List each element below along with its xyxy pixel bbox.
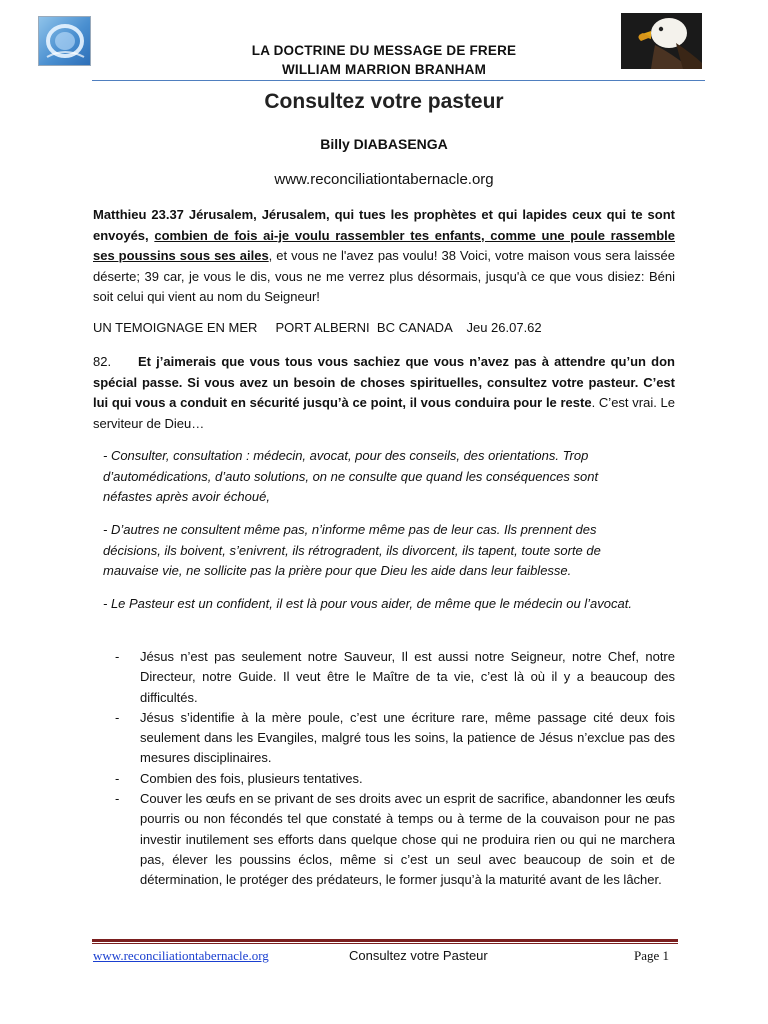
footer-divider-thin bbox=[92, 943, 678, 944]
paragraph-number: 82. bbox=[93, 354, 112, 369]
verse-underlined: combien de fois ai-je voulu rassembler tes enfants, comme une poule rassemble ses poussins sous ses ailes bbox=[93, 227, 675, 263]
header-title-line1: LA DOCTRINE DU MESSAGE DE FRERE bbox=[251, 43, 517, 58]
website-url[interactable]: www.reconciliationtabernacle.org bbox=[274, 171, 494, 188]
paragraph-82 bbox=[93, 352, 675, 434]
list-item: - Couver les œufs en se privant de ses droits avec un esprit de sacrifice, abandonner les œufs pourris ou non fécondés tel que constaté à temps ou à terme de la couvaison pour ne pas investir inutilement ses efforts dans quelque chose qui ne produira rien ou qui ne marchera pas, élever les poussins éclos, même si c’est un seul avec beaucoup de soin et de détermination, le protéger des prédateurs, le former jusqu’à la maturité avant de les lâcher. bbox=[111, 789, 675, 890]
bullet-list bbox=[111, 647, 675, 891]
verse-reference: Matthieu 23.37 Jérusalem, Jérusalem, qui tues les prophètes et qui lapides ceux qui te sont envoyés, bbox=[93, 207, 675, 243]
testimony-line: UN TEMOIGNAGE EN MER PORT ALBERNI BC CANADA Jeu 26.07.62 bbox=[93, 320, 542, 335]
footer-title: Consultez votre Pasteur bbox=[349, 948, 488, 963]
list-item: - Jésus n’est pas seulement notre Sauveur, Il est aussi notre Seigneur, notre Chef, notre Directeur, notre Guide. Il veut être le Maître de ta vie, c’est là où il y a beaucoup des difficultés. bbox=[111, 647, 675, 708]
globe-shield-icon bbox=[38, 16, 91, 66]
italic-paragraph: - D’autres ne consultent même pas, n’informe même pas de leur cas. Ils prennent des décisions, ils boivent, s’enivrent, ils rétrogradent, ils divorcent, ils tapent, toute sorte de mauvaise vie, ne sollicite pas la prière pour que Dieu les aide dans leur faiblesse. bbox=[103, 522, 601, 578]
list-item: - Combien des fois, plusieurs tentatives. bbox=[111, 769, 675, 789]
verse-paragraph bbox=[93, 205, 675, 308]
footer-link[interactable]: www.reconciliationtabernacle.org bbox=[93, 948, 269, 963]
eagle-head-icon bbox=[621, 13, 702, 69]
italic-paragraph: - Consulter, consultation : médecin, avocat, pour des conseils, des orientations. Trop d’automédications, d’auto solutions, on ne consulte que quand les conséquences sont néfastes après avoir échoué, bbox=[103, 448, 599, 504]
footer-divider bbox=[92, 939, 678, 942]
paragraph-82-bold: Et j’aimerais que vous tous vous sachiez que vous n’avez pas à attendre qu’un don spécial passe. Si vous avez un besoin de choses spirituelles, consultez votre pasteur. C’est lui qui vous a conduit en sécurité jusqu’à ce point, il vous conduira pour le reste bbox=[93, 354, 675, 410]
page-number: Page 1 bbox=[634, 948, 670, 963]
page-title: Consultez votre pasteur bbox=[264, 90, 504, 113]
list-item: - Jésus s’identifie à la mère poule, c’est une écriture rare, même passage cité deux fois seulement dans les Evangiles, malgré tous les soins, la patience de Jésus n’exclue pas des mesures disciplinaires. bbox=[111, 708, 675, 769]
header-divider bbox=[92, 80, 705, 81]
author-name: Billy DIABASENGA bbox=[320, 136, 448, 152]
paragraph-82-normal: . C’est vrai. Le serviteur de Dieu… bbox=[93, 395, 675, 431]
verse-rest: , et vous ne l'avez pas voulu! 38 Voici, votre maison vous sera laissée déserte; 39 car, je vous le dis, vous ne me verrez plus désormais, jusqu'à ce que vous disiez: Béni soit celui qui vient au nom du Seigneur! bbox=[93, 248, 675, 304]
header-title-line2: WILLIAM MARRION BRANHAM bbox=[281, 62, 487, 77]
italic-paragraph: - Le Pasteur est un confident, il est là pour vous aider, de même que le médecin ou l’avocat. bbox=[103, 596, 632, 611]
